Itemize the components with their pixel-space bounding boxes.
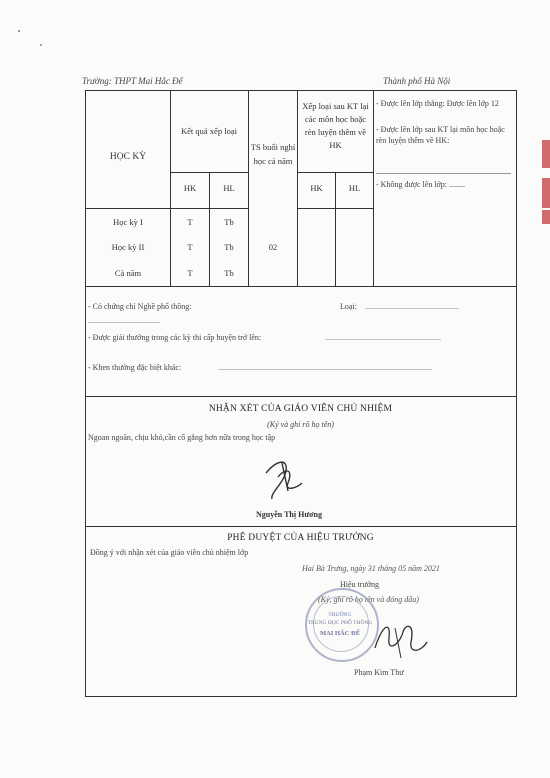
principal-heading: PHÊ DUYỆT CỦA HIỆU TRƯỞNG	[227, 533, 374, 543]
col-hocky-header: HỌC KỲ	[109, 152, 147, 162]
grid-line	[248, 90, 249, 286]
grid-line	[170, 172, 248, 173]
row-hk: T	[187, 268, 193, 278]
grid-line	[297, 172, 373, 173]
col-ketqua-header: Kết quả xếp loại	[181, 126, 237, 136]
row-hl: Tb	[224, 268, 234, 278]
principal-sub: (Ký, ghi rõ họ tên và đóng dấu)	[318, 595, 419, 604]
edge-stamp-mark	[542, 210, 550, 224]
row-hk: T	[187, 242, 193, 252]
dotted-fill: ...........................................................................................................	[218, 363, 432, 372]
school-name: Trường: THPT Mai Hắc Đế	[82, 76, 183, 86]
cert-giai-label: - Được giải thưởng trong các kỳ thi cấp huyện trở lên:	[88, 333, 262, 342]
grid-line	[297, 208, 373, 209]
col-ts-header: TS buổi nghỉ học cả năm	[250, 142, 296, 166]
row-label: Học kỳ I	[113, 217, 143, 227]
principal-comment: Đồng ý với nhận xét của giáo viên chủ nhiệm lớp	[90, 548, 249, 557]
seal-text: MAI HẮC ĐẾ	[319, 630, 361, 637]
status-note-promoted: - Được lên lớp thẳng: Được lên lớp 12	[376, 99, 499, 108]
dotted-fill: ..........................................................	[325, 333, 441, 342]
cert-loai-label: Loại:	[340, 302, 357, 311]
grid-line	[373, 90, 374, 286]
scan-speck	[40, 44, 42, 46]
sub-hk-kt-header: HK	[310, 183, 323, 193]
principal-signature	[365, 608, 435, 668]
sub-hk-header: HK	[183, 183, 197, 193]
status-note-retest: - Được lên lớp sau KT lại môn học hoặc rèn luyện thêm về HK:	[376, 125, 505, 145]
city-name: Thành phố Hà Nội	[383, 76, 451, 86]
grid-line	[85, 286, 516, 287]
seal-text: TRUNG HỌC PHỔ THÔNG	[307, 620, 373, 626]
row-hl: Tb	[224, 242, 234, 252]
dotted-fill: ....................................	[88, 316, 160, 325]
cert-khen-label: - Khen thưởng đặc biệt khác:	[88, 363, 182, 372]
dotted-fill: ...............................................	[365, 302, 459, 311]
seal-text: TRƯỜNG	[328, 612, 352, 618]
principal-name: Phạm Kim Thư	[354, 668, 404, 677]
principal-title: Hiệu trưởng	[340, 580, 380, 589]
sub-hl-header: HL	[223, 183, 235, 193]
teacher-signature	[258, 453, 308, 503]
row-hl: Tb	[224, 217, 234, 227]
sub-hl-kt-header: HL	[348, 183, 361, 193]
scan-speck	[18, 30, 20, 32]
dotted-underline	[376, 173, 511, 174]
edge-stamp-mark	[542, 178, 550, 208]
row-label: Cả năm	[114, 268, 142, 278]
cert-nghe-label: - Có chứng chỉ Nghề phổ thông:	[88, 302, 192, 311]
ts-absence-value: 02	[268, 242, 278, 252]
teacher-sub: (Ký và ghi rõ họ tên)	[267, 420, 334, 429]
row-label: Học kỳ II	[111, 242, 145, 252]
teacher-heading: NHẬN XÉT CỦA GIÁO VIÊN CHỦ NHIỆM	[208, 404, 393, 414]
edge-stamp-mark	[542, 140, 550, 168]
principal-date: Hai Bà Trưng, ngày 31 tháng 05 năm 2021	[302, 564, 440, 573]
row-hk: T	[187, 217, 193, 227]
section-divider	[85, 526, 516, 527]
teacher-name: Nguyễn Thị Hương	[256, 510, 322, 519]
status-note-not-promoted: - Không được lên lớp: ........	[376, 180, 466, 189]
teacher-comment: Ngoan ngoãn, chịu khó,cần cố gắng hơn nữa trong học tập	[88, 433, 276, 442]
grid-line	[85, 208, 248, 209]
section-divider	[85, 396, 516, 397]
col-xeploai-kt-header: Xếp loại sau KT lại các môn học hoặc rèn luyện thêm về HK	[302, 101, 369, 150]
